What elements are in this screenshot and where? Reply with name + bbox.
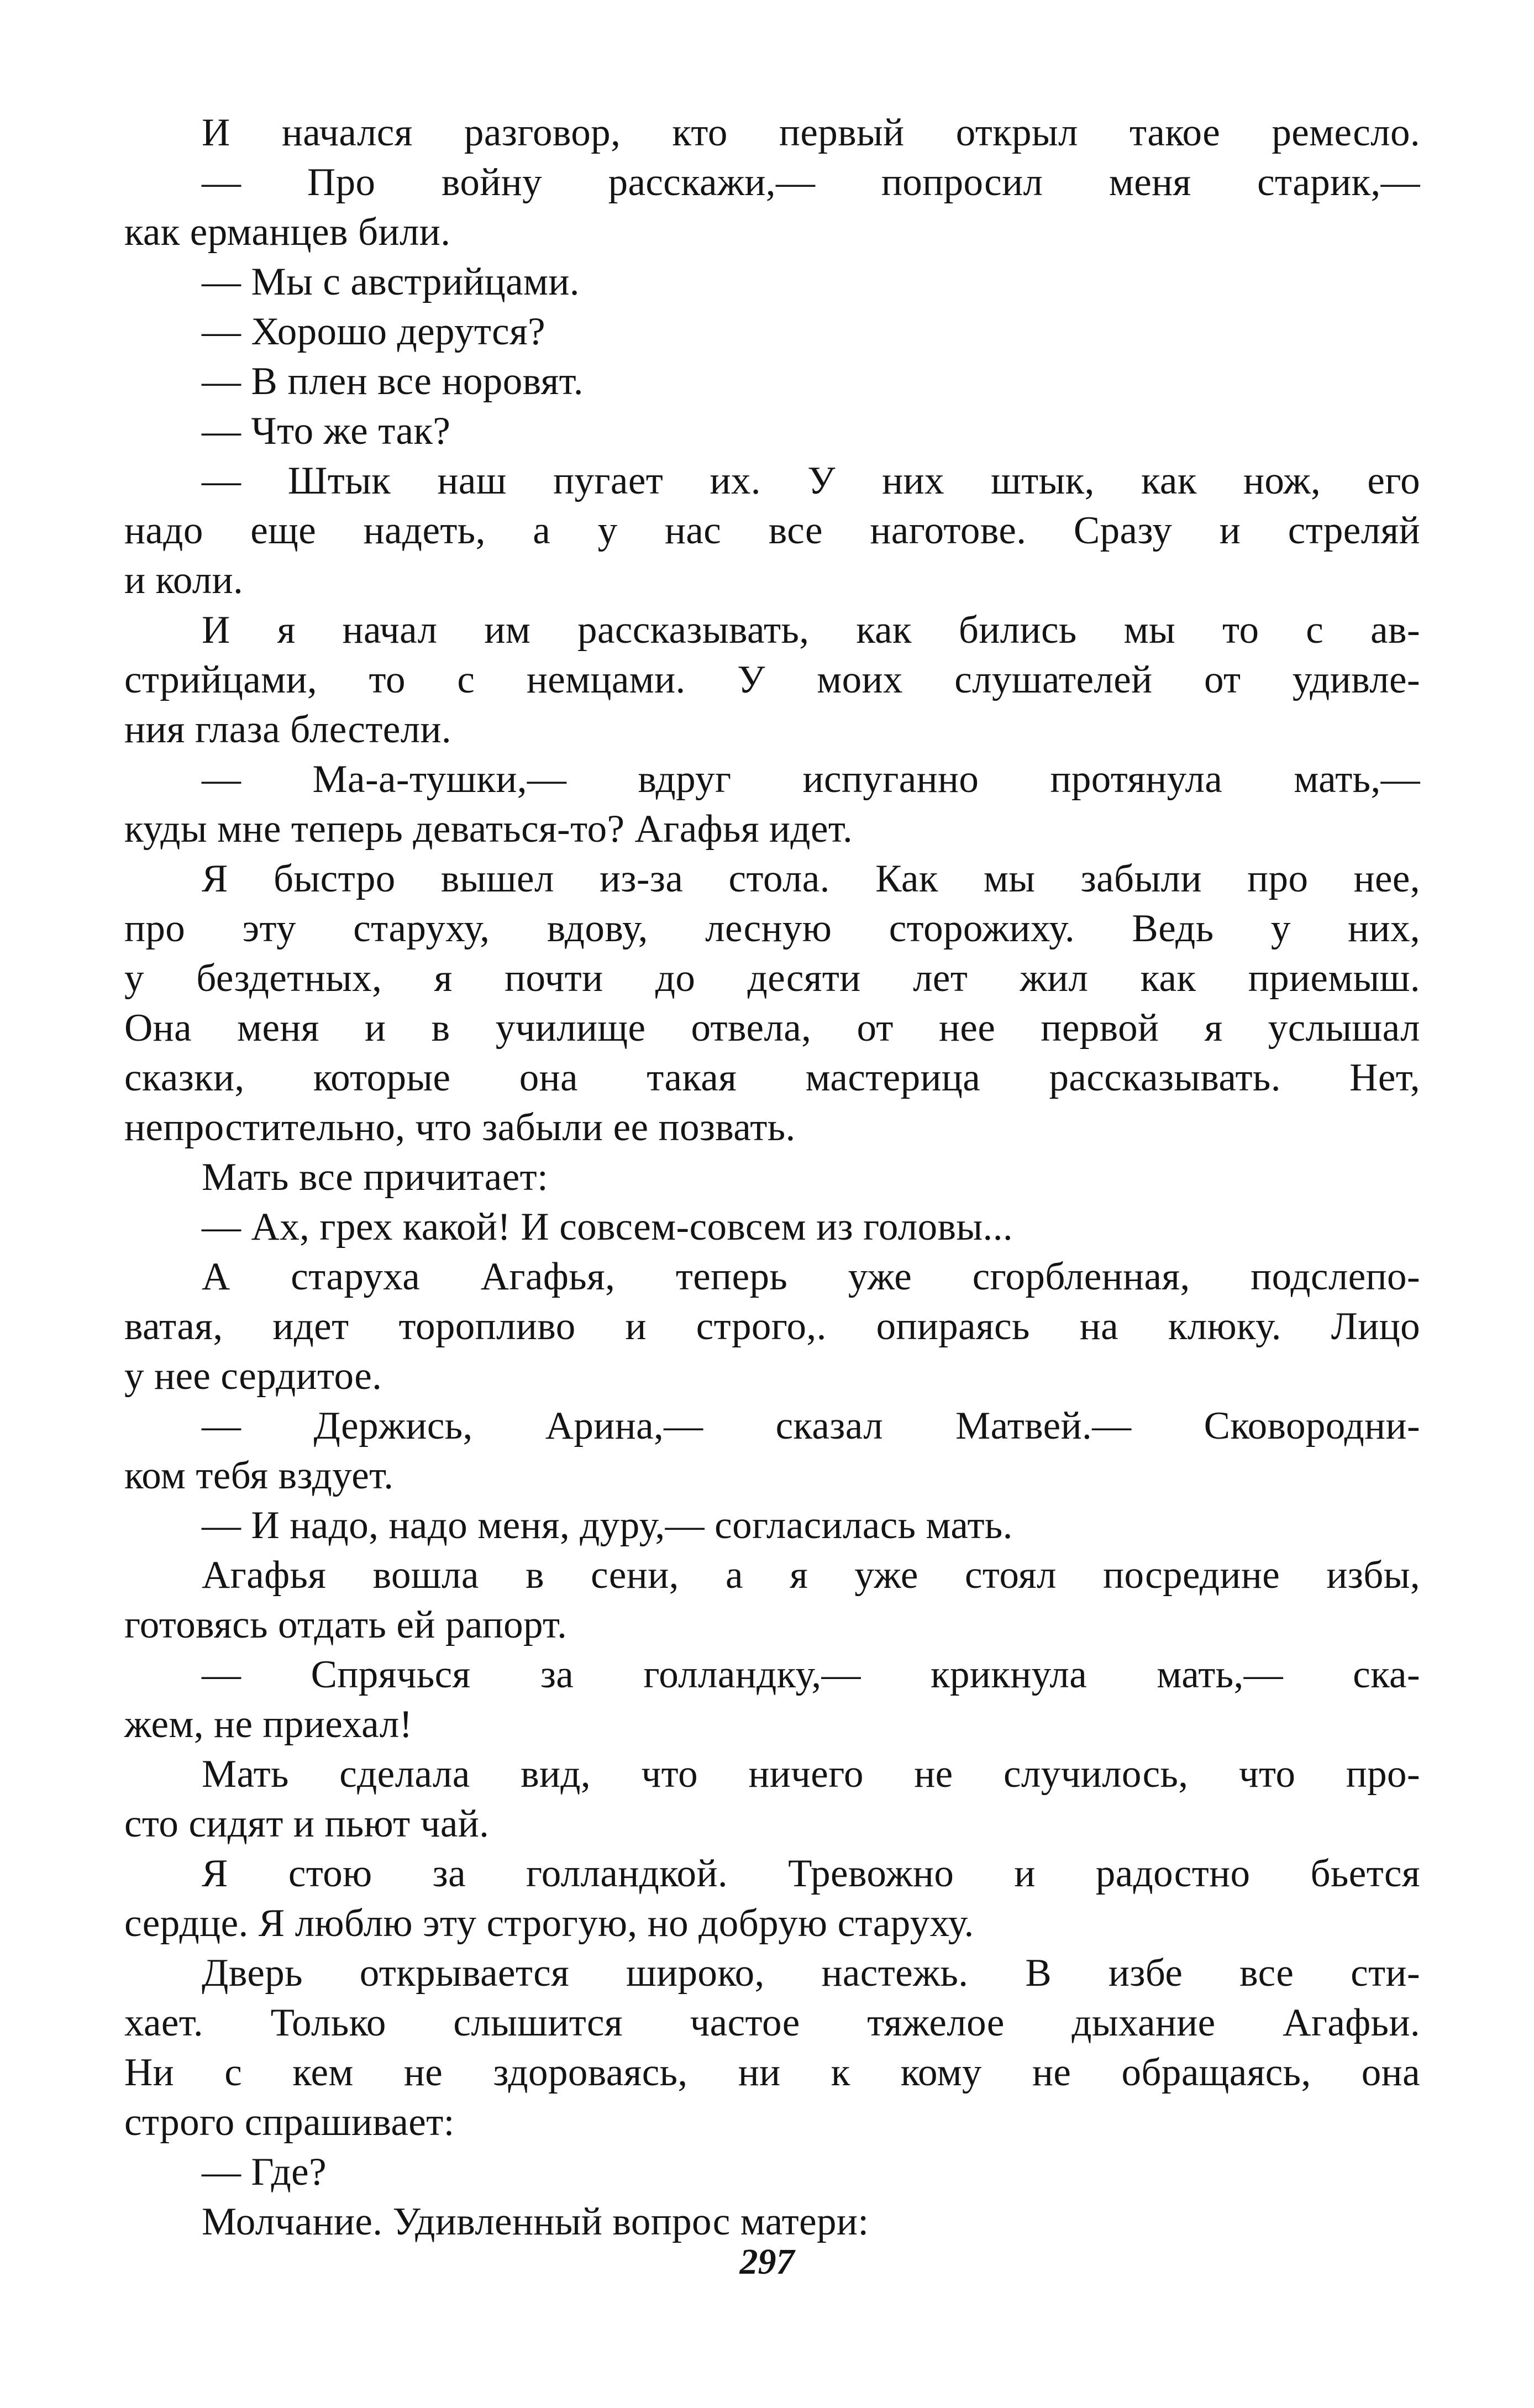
text-line: Ни с кем не здороваясь, ни к кому не обращаясь, она: [124, 2051, 1420, 2094]
text-line: строго спрашивает:: [124, 2101, 455, 2144]
text-line: Я стою за голландкой. Тревожно и радостно бьется: [202, 1852, 1420, 1895]
text-line: — Ах, грех какой! И совсем-совсем из головы...: [202, 1205, 1013, 1248]
text-line: сердце. Я люблю эту строгую, но добрую старуху.: [124, 1902, 974, 1945]
text-line: — Ма-а-тушки,— вдруг испуганно протянула мать,—: [202, 758, 1420, 801]
text-line: Мать сделала вид, что ничего не случилось, что про-: [202, 1753, 1420, 1796]
text-line: ния глаза блестели.: [124, 708, 452, 751]
text-line: И начался разговор, кто первый открыл такое ремесло.: [202, 111, 1420, 154]
text-line: Дверь открывается широко, настежь. В избе все сти-: [202, 1951, 1420, 1995]
text-line: сказки, которые она такая мастерица рассказывать. Нет,: [124, 1056, 1420, 1099]
text-line: Она меня и в училище отвела, от нее первой я услышал: [124, 1006, 1420, 1050]
text-line: у бездетных, я почти до десяти лет жил как приемыш.: [124, 957, 1420, 1000]
text-line: — Хорошо дерутся?: [202, 310, 546, 353]
text-line: — Штык наш пугает их. У них штык, как нож, его: [202, 459, 1420, 502]
text-line: у нее сердитое.: [124, 1355, 382, 1398]
text-line: — Держись, Арина,— сказал Матвей.— Сковородни-: [202, 1404, 1420, 1447]
text-line: жем, не приехал!: [124, 1703, 413, 1746]
text-line: — Спрячься за голландку,— крикнула мать,— ска-: [202, 1653, 1420, 1696]
text-line: готовясь отдать ей рапорт.: [124, 1603, 568, 1646]
text-line: про эту старуху, вдову, лесную сторожиху. Ведь у них,: [124, 907, 1420, 950]
page-number: 297: [739, 2242, 795, 2282]
text-line: — И надо, надо меня, дуру,— согласилась мать.: [202, 1504, 1013, 1547]
text-line: — Про войну расскажи,— попросил меня старик,—: [202, 161, 1420, 204]
text-line: непростительно, что забыли ее позвать.: [124, 1106, 796, 1149]
text-line: И я начал им рассказывать, как бились мы то с ав-: [202, 608, 1420, 652]
text-line: Молчание. Удивленный вопрос матери:: [202, 2200, 869, 2243]
text-line: Мать все причитает:: [202, 1156, 549, 1199]
text-line: надо еще надеть, а у нас все наготове. Сразу и стреляй: [124, 509, 1420, 552]
text-line: Агафья вошла в сени, а я уже стоял посредине избы,: [202, 1554, 1420, 1597]
text-line: Я быстро вышел из-за стола. Как мы забыли про нее,: [202, 857, 1420, 900]
text-line: ватая, идет торопливо и строго,. опираясь на клюку. Лицо: [124, 1305, 1420, 1348]
text-line: — Мы с австрийцами.: [202, 260, 580, 303]
text-line: как ерманцев били.: [124, 211, 451, 254]
text-line: — Что же так?: [202, 410, 451, 453]
text-line: сто сидят и пьют чай.: [124, 1802, 490, 1845]
text-line: — Где?: [202, 2150, 327, 2194]
text-line: ком тебя вздует.: [124, 1454, 394, 1497]
text-line: и коли.: [124, 559, 244, 602]
text-line: куды мне теперь деваться-то? Агафья идет.: [124, 807, 853, 851]
text-line: — В плен все норовят.: [202, 360, 584, 403]
text-line: А старуха Агафья, теперь уже сгорбленная, подслепо-: [202, 1255, 1420, 1298]
text-line: хает. Только слышится частое тяжелое дыхание Агафьи.: [124, 2001, 1420, 2044]
text-line: стрийцами, то с немцами. У моих слушателей от удивле-: [124, 658, 1420, 701]
